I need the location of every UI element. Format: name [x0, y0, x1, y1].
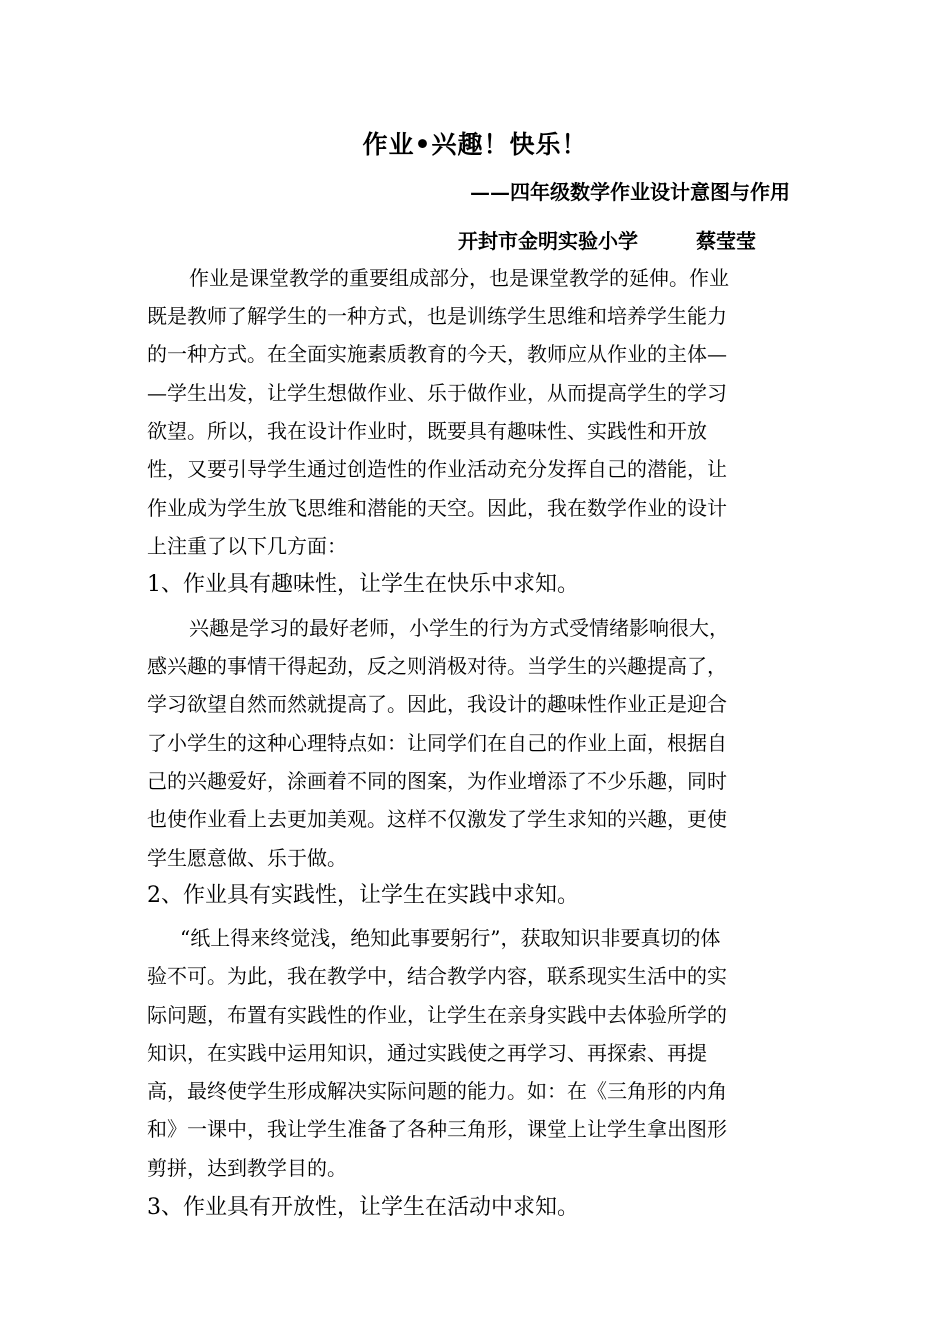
paragraph-line: “纸上得来终觉浅，绝知此事要躬行”，获取知识非要真切的体 — [180, 926, 721, 950]
paragraph-line: 作业成为学生放飞思维和潜能的天空。因此，我在数学作业的设计 — [147, 496, 727, 520]
paragraph-line: 的一种方式。在全面实施素质教育的今天，教师应从作业的主体— — [147, 342, 727, 366]
paragraph-line: 剪拼，达到教学目的。 — [147, 1156, 347, 1180]
byline-author: 蔡莹莹 — [696, 229, 756, 253]
paragraph-line: 性，又要引导学生通过创造性的作业活动充分发挥自己的潜能，让 — [147, 457, 727, 481]
paragraph-line: 感兴趣的事情干得起劲，反之则消极对待。当学生的兴趣提高了， — [147, 654, 727, 678]
byline — [458, 225, 756, 254]
paragraph-line: 和》一课中，我让学生准备了各种三角形，课堂上让学生拿出图形 — [147, 1117, 727, 1141]
paragraph-line: 己的兴趣爱好，涂画着不同的图案，为作业增添了不少乐趣，同时 — [147, 769, 727, 793]
paragraph-line: 兴趣是学习的最好老师，小学生的行为方式受情绪影响很大， — [189, 616, 729, 640]
paragraph-line: 学习欲望自然而然就提高了。因此，我设计的趣味性作业正是迎合 — [147, 692, 727, 716]
paragraph-line: 也使作业看上去更加美观。这样不仅激发了学生求知的兴趣，更使 — [147, 807, 727, 831]
paragraph-line: 学生愿意做、乐于做。 — [147, 846, 347, 870]
paragraph-line: 上注重了以下几方面： — [147, 534, 347, 558]
document-subtitle: ——四年级数学作业设计意图与作用 — [470, 180, 790, 204]
section-heading-3: 3、作业具有开放性，让学生在活动中求知。 — [147, 1195, 579, 1220]
paragraph-line: 欲望。所以，我在设计作业时，既要具有趣味性、实践性和开放 — [147, 419, 707, 443]
byline-school: 开封市金明实验小学 — [458, 229, 638, 253]
paragraph-line: 既是教师了解学生的一种方式，也是训练学生思维和培养学生能力 — [147, 304, 727, 328]
paragraph-line: 际问题，布置有实践性的作业，让学生在亲身实践中去体验所学的 — [147, 1003, 727, 1027]
paragraph-line: 了小学生的这种心理特点如：让同学们在自己的作业上面，根据自 — [147, 731, 727, 755]
paragraph-line: 验不可。为此，我在教学中，结合教学内容，联系现实生活中的实 — [147, 964, 727, 988]
document-title: 作业•兴趣！快乐！ — [362, 130, 588, 159]
paragraph-line: —学生出发，让学生想做作业、乐于做作业，从而提高学生的学习 — [147, 381, 727, 405]
paragraph-line: 作业是课堂教学的重要组成部分，也是课堂教学的延伸。作业 — [189, 266, 729, 290]
paragraph-line: 高，最终使学生形成解决实际问题的能力。如：在《三角形的内角 — [147, 1079, 727, 1103]
section-heading-1: 1、作业具有趣味性，让学生在快乐中求知。 — [147, 572, 579, 597]
section-heading-2: 2、作业具有实践性，让学生在实践中求知。 — [147, 883, 579, 908]
paragraph-line: 知识，在实践中运用知识，通过实践使之再学习、再探索、再提 — [147, 1041, 707, 1065]
